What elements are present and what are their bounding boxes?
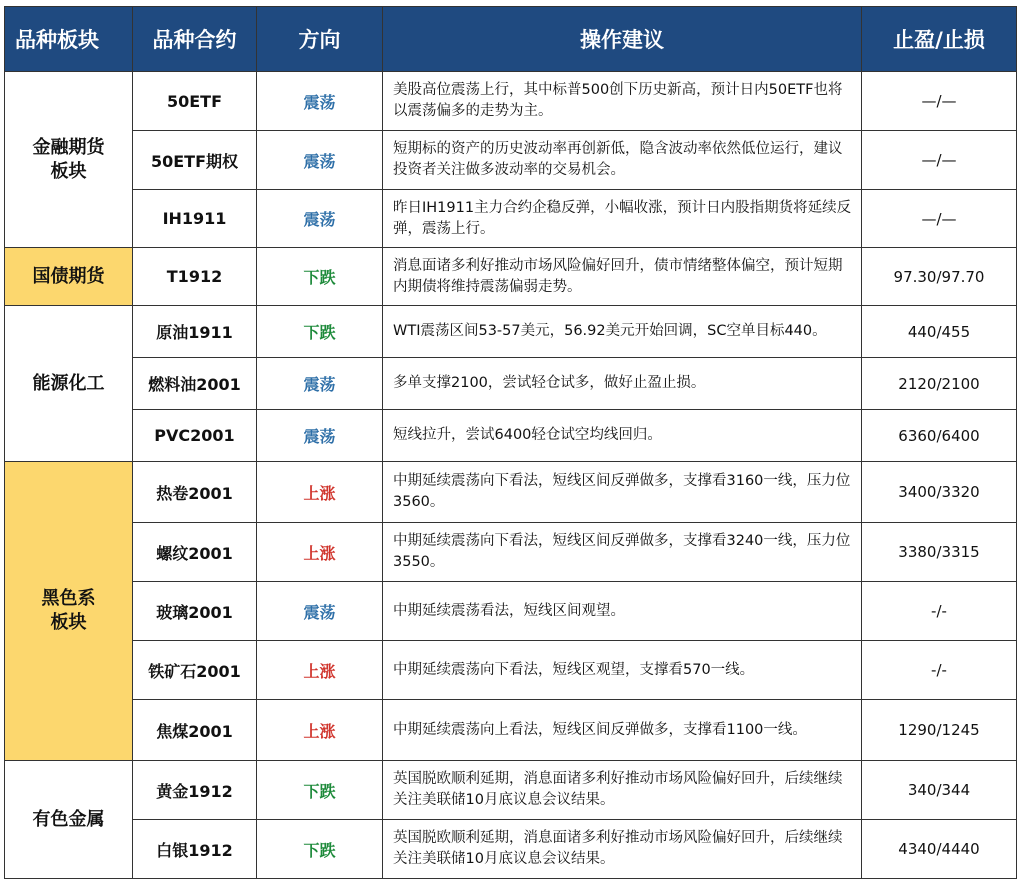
sector-energy: 能源化工 bbox=[5, 306, 133, 462]
table-row bbox=[5, 131, 1017, 190]
contract-cell: 50ETF期权 bbox=[133, 131, 257, 190]
header-advice: 操作建议 bbox=[383, 7, 862, 72]
tp-sl-cell: 6360/6400 bbox=[862, 410, 1017, 462]
sector-ferrous bbox=[5, 462, 133, 761]
sector-nonferrous: 有色金属 bbox=[5, 761, 133, 879]
contract-cell: 焦煤2001 bbox=[133, 700, 257, 761]
table-row bbox=[5, 641, 1017, 700]
contract-cell: 50ETF bbox=[133, 72, 257, 131]
tp-sl-cell: —/— bbox=[862, 131, 1017, 190]
direction-cell: 震荡 bbox=[257, 131, 383, 190]
direction-cell: 震荡 bbox=[257, 190, 383, 248]
advice-cell: 短线拉升，尝试6400轻仓试空均线回归。 bbox=[383, 410, 862, 462]
direction-cell: 震荡 bbox=[257, 582, 383, 641]
direction-cell: 上涨 bbox=[257, 700, 383, 761]
sector-label: 黑色系 板块 bbox=[41, 588, 96, 633]
tp-sl-cell: 340/344 bbox=[862, 761, 1017, 820]
header-sector: 品种板块 bbox=[5, 7, 133, 72]
contract-cell: 玻璃2001 bbox=[133, 582, 257, 641]
contract-cell: PVC2001 bbox=[133, 410, 257, 462]
tp-sl-cell: -/- bbox=[862, 582, 1017, 641]
contract-cell: 原油1911 bbox=[133, 306, 257, 358]
direction-cell: 上涨 bbox=[257, 462, 383, 523]
advice-cell: 中期延续震荡向下看法，短线区观望，支撑看570一线。 bbox=[383, 641, 862, 700]
direction-cell: 震荡 bbox=[257, 72, 383, 131]
table-row bbox=[5, 523, 1017, 582]
sector-label: 金融期货 板块 bbox=[32, 136, 105, 182]
contract-cell: 黄金1912 bbox=[133, 761, 257, 820]
direction-cell: 震荡 bbox=[257, 358, 383, 410]
table-row bbox=[5, 700, 1017, 761]
tp-sl-cell: —/— bbox=[862, 72, 1017, 131]
advice-cell: 昨日IH1911主力合约企稳反弹，小幅收涨，预计日内股指期货将延续反弹，震荡上行。 bbox=[383, 190, 862, 248]
advice-cell: 消息面诸多利好推动市场风险偏好回升，债市情绪整体偏空，预计短期内期债将维持震荡偏弱走势。 bbox=[383, 248, 862, 306]
direction-cell: 下跌 bbox=[257, 306, 383, 358]
contract-cell: T1912 bbox=[133, 248, 257, 306]
tp-sl-cell: 1290/1245 bbox=[862, 700, 1017, 761]
table-row bbox=[5, 358, 1017, 410]
tp-sl-cell: 440/455 bbox=[862, 306, 1017, 358]
contract-cell: 螺纹2001 bbox=[133, 523, 257, 582]
header-direction: 方向 bbox=[257, 7, 383, 72]
header-contract: 品种合约 bbox=[133, 7, 257, 72]
header-tp-sl: 止盈/止损 bbox=[862, 7, 1017, 72]
advice-cell: 英国脱欧顺利延期，消息面诸多利好推动市场风险偏好回升，后续继续关注美联储10月底议息会议结果。 bbox=[383, 761, 862, 820]
table-row bbox=[5, 306, 1017, 358]
direction-cell: 震荡 bbox=[257, 410, 383, 462]
direction-cell: 下跌 bbox=[257, 248, 383, 306]
tp-sl-cell: —/— bbox=[862, 190, 1017, 248]
advice-cell: 中期延续震荡看法，短线区间观望。 bbox=[383, 582, 862, 641]
table-row bbox=[5, 462, 1017, 523]
direction-cell: 下跌 bbox=[257, 820, 383, 879]
tp-sl-cell: 97.30/97.70 bbox=[862, 248, 1017, 306]
direction-cell: 下跌 bbox=[257, 761, 383, 820]
advice-cell: 短期标的资产的历史波动率再创新低，隐含波动率依然低位运行，建议投资者关注做多波动率的交易机会。 bbox=[383, 131, 862, 190]
tp-sl-cell: 2120/2100 bbox=[862, 358, 1017, 410]
sector-treasury: 国债期货 bbox=[5, 248, 133, 306]
tp-sl-cell: -/- bbox=[862, 641, 1017, 700]
advice-cell: 中期延续震荡向上看法，短线区间反弹做多，支撑看1100一线。 bbox=[383, 700, 862, 761]
table-row bbox=[5, 820, 1017, 879]
strategy-table bbox=[4, 6, 1017, 879]
direction-cell: 上涨 bbox=[257, 523, 383, 582]
sector-financial bbox=[5, 72, 133, 248]
contract-cell: 燃料油2001 bbox=[133, 358, 257, 410]
table-row bbox=[5, 190, 1017, 248]
tp-sl-cell: 4340/4440 bbox=[862, 820, 1017, 879]
contract-cell: IH1911 bbox=[133, 190, 257, 248]
tp-sl-cell: 3400/3320 bbox=[862, 462, 1017, 523]
tp-sl-cell: 3380/3315 bbox=[862, 523, 1017, 582]
contract-cell: 热卷2001 bbox=[133, 462, 257, 523]
contract-cell: 铁矿石2001 bbox=[133, 641, 257, 700]
advice-cell: WTI震荡区间53-57美元，56.92美元开始回调，SC空单目标440。 bbox=[383, 306, 862, 358]
advice-cell: 英国脱欧顺利延期，消息面诸多利好推动市场风险偏好回升，后续继续关注美联储10月底议息会议结果。 bbox=[383, 820, 862, 879]
advice-cell: 多单支撑2100，尝试轻仓试多，做好止盈止损。 bbox=[383, 358, 862, 410]
table-row bbox=[5, 410, 1017, 462]
table-row bbox=[5, 248, 1017, 306]
advice-cell: 美股高位震荡上行，其中标普500创下历史新高，预计日内50ETF也将以震荡偏多的走势为主。 bbox=[383, 72, 862, 131]
table-row bbox=[5, 761, 1017, 820]
table-row bbox=[5, 72, 1017, 131]
advice-cell: 中期延续震荡向下看法，短线区间反弹做多，支撑看3160一线，压力位3560。 bbox=[383, 462, 862, 523]
direction-cell: 上涨 bbox=[257, 641, 383, 700]
contract-cell: 白银1912 bbox=[133, 820, 257, 879]
advice-cell: 中期延续震荡向下看法，短线区间反弹做多，支撑看3240一线，压力位3550。 bbox=[383, 523, 862, 582]
table-row bbox=[5, 582, 1017, 641]
